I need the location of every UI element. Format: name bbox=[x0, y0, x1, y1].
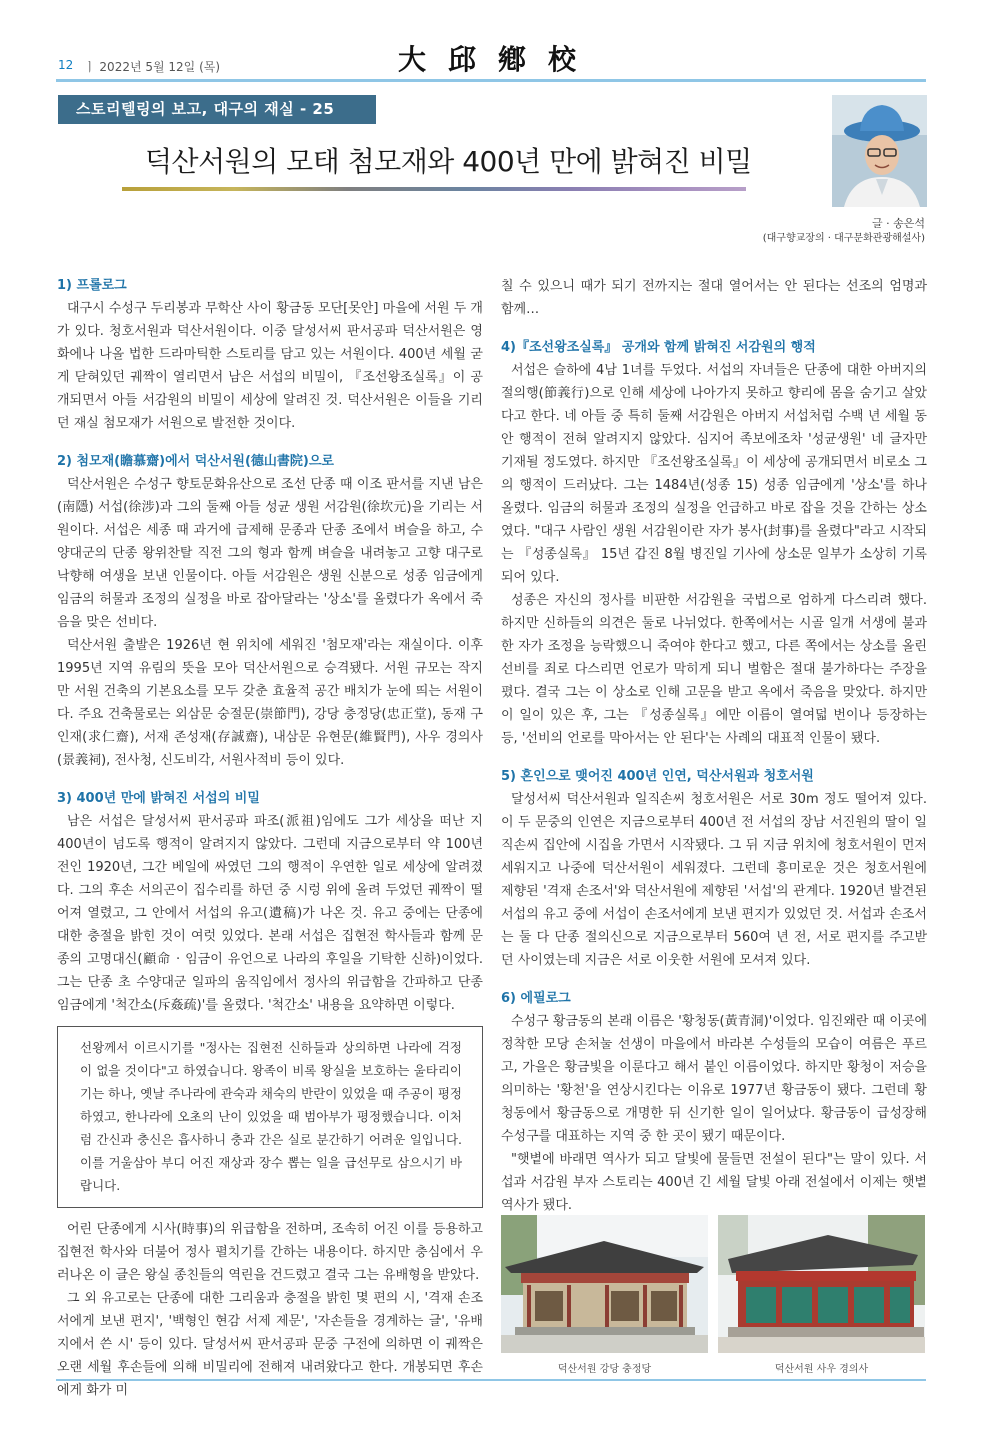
masthead: 大邱鄕校 bbox=[398, 43, 599, 76]
paragraph: "햇볕에 바래면 역사가 되고 달빛에 물들면 전설이 된다"는 말이 있다. 서섭과 서감원 부자 스토리는 400년 긴 세월 달빛 아래 전설에서 이제는 햇볕 역사가 됐다. bbox=[501, 1152, 927, 1213]
section-title-secret: 3) 400년 만에 밝혀진 서섭의 비밀 bbox=[57, 791, 260, 806]
quote-box: 선왕께서 이르시기를 "정사는 집현전 신하들과 상의하면 나라에 걱정이 없을 것이다"고 하였습니다. 왕족이 비록 왕실을 보호하는 울타리이기는 하나, 옛날 주나라에 관숙과 채숙의 반란이 있었을 때 주공이 평정하였고, 한나라에 오초의 난이 있었을 때 범아부가 평정했습니다. 이처럼 간신과 충신은 흡사하니 충과 간은 실로 분간하기 어려운 일입니다. 이를 거울삼아 부디 어진 재상과 장수 뽑는 일을 급선무로 삼으시기 바랍니다. bbox=[57, 1026, 483, 1208]
footer-rule bbox=[56, 1379, 926, 1381]
section-title-sillok: 4)『조선왕조실록』 공개와 함께 밝혀진 서감원의 행적 bbox=[501, 340, 816, 355]
shrine-illustration bbox=[718, 1215, 925, 1353]
series-banner: 스토리텔링의 보고, 대구의 재실 - 25 bbox=[58, 95, 376, 124]
article-title: 덕산서원의 모태 첨모재와 400년 만에 밝혀진 비밀 bbox=[145, 145, 752, 178]
header-rule bbox=[56, 79, 926, 82]
section-title-marriage: 5) 혼인으로 맺어진 400년 인연, 덕산서원과 청호서원 bbox=[501, 769, 814, 784]
author-portrait-illustration bbox=[832, 95, 927, 207]
paragraph: 대구시 수성구 두리봉과 무학산 사이 황금동 모단[못안] 마을에 서원 두 개가 있다. 청호서원과 덕산서원이다. 이중 달성서씨 판서공파 덕산서원은 영화에나 나올 법한 드라마틱한 스토리를 담고 있는 서원이다. 400년 세월 굳게 닫혀있던 궤짝이 열리면서 남은 서섭의 비밀이, 『조선왕조실록』이 공개되면서 아들 서감원의 비밀이 세상에 알려진 것. 덕산서원은 이들을 기리던 재실 첨모재가 서원으로 발전한 것이다. bbox=[57, 301, 483, 431]
title-rule bbox=[122, 187, 746, 191]
paragraph: 그 외 유고로는 단종에 대한 그리움과 충절을 밝힌 몇 편의 시, '격재 손조서에게 보낸 편지', '백형인 현감 서제 제문', '자손들을 경계하는 글', '유배지에서 쓴 시' 등이 있다. 달성서씨 판서공파 문중 구전에 의하면 이 궤짝은 오랜 세월 후손들에 의해 비밀리에 전해져 내려왔다고 한다. 개봉되면 후손에게 화가 미 bbox=[57, 1291, 483, 1398]
author-photo bbox=[832, 95, 927, 207]
paragraph-continued: 칠 수 있으니 때가 되기 전까지는 절대 열어서는 안 된다는 선조의 엄명과 함께… bbox=[501, 279, 927, 317]
paragraph: 성종은 자신의 정사를 비판한 서감원을 국법으로 엄하게 다스리려 했다. 하지만 신하들의 의견은 둘로 나뉘었다. 한쪽에서는 시골 일개 서생에 불과한 자가 조정을 능락했으니 죽여야 한다고 했고, 다른 쪽에서는 상소를 올린 선비를 죄로 다스리면 언로가 막히게 되니 벌함은 절대 불가하다는 주장을 폈다. 결국 그는 이 상소로 인해 고문을 받고 옥에서 죽음을 맞았다. 하지만 이 일이 있은 후, 그는 『성종실록』에만 이름이 열여덟 번이나 등장하는 등, '선비의 언로를 막아서는 안 된다'는 사례의 대표적 인물이 됐다. bbox=[501, 593, 927, 746]
section-title-cheommojae: 2) 첨모재(瞻慕齋)에서 덕산서원(德山書院)으로 bbox=[57, 454, 334, 469]
paragraph: 달성서씨 덕산서원과 일직손씨 청호서원은 서로 30m 정도 떨어져 있다. 이 두 문중의 인연은 지금으로부터 400년 전 서섭의 장남 서진원의 딸이 일직손씨 집안에 시집을 가면서 시작됐다. 그 뒤 지금 위치에 청호서원이 먼저 세워지고 나중에 덕산서원이 세워졌다. 그런데 흥미로운 것은 청호서원에 제향된 '격재 손조서'와 덕산서원에 제향된 '서섭'의 관계다. 1920년 발견된 서섭의 유고 중에 서섭이 손조서에게 보낸 편지가 있었던 것. 서섭과 손조서는 둘 다 단종 절의신으로 지금으로부터 560여 년 전, 서로 편지를 주고받던 사이였는데 지금은 서로 이웃한 서원에 모셔져 있다. bbox=[501, 792, 927, 968]
right-column bbox=[501, 275, 927, 1217]
lecture-hall-illustration bbox=[501, 1215, 708, 1353]
page-number: 12 bbox=[58, 58, 74, 72]
issue-date-text: 2022년 5월 12일 (목) bbox=[99, 60, 221, 74]
paragraph: 어린 단종에게 시사(時事)의 위급함을 전하며, 조속히 어진 이를 등용하고 집현전 학사와 더불어 정사 펼치기를 간하는 내용이다. 하지만 충심에서 우러나온 이 글은 왕실 종친들의 역린을 건드렸고 결국 그는 유배형을 받았다. bbox=[57, 1222, 483, 1283]
photo-caption: 덕산서원 사우 경의사 bbox=[774, 1364, 869, 1375]
author-affiliation: (대구향교장의 · 대구문화관광해설사) bbox=[762, 233, 925, 244]
paragraph: 덕산서원 출발은 1926년 현 위치에 세워진 '첨모재'라는 재실이다. 이후 1995년 지역 유림의 뜻을 모아 덕산서원으로 승격됐다. 서원 규모는 작지만 서원 건축의 기본요소를 모두 갖춘 효율적 공간 배치가 눈에 띄는 서원이다. 주요 건축물로는 외삼문 숭절문(崇節門), 강당 충정당(忠正堂), 동재 구인재(求仁齋), 서재 존성재(存誠齋), 내삼문 유현문(維賢門), 사우 경의사(景義祠), 전사청, 신도비각, 서원사적비 등이 있다. bbox=[57, 638, 483, 768]
section-title-epilogue: 6) 에필로그 bbox=[501, 991, 571, 1006]
issue-date: ㅣ 2022년 5월 12일 (목) bbox=[84, 60, 221, 74]
photo-caption: 덕산서원 강당 충정당 bbox=[557, 1364, 652, 1375]
left-column bbox=[57, 275, 483, 1402]
paragraph: 서섭은 슬하에 4남 1녀를 두었다. 서섭의 자녀들은 단종에 대한 아버지의 절의행(節義行)으로 인해 세상에 나아가지 못하고 향리에 몸을 숨기고 살았다고 한다. 네 아들 중 특히 둘째 서감원은 아버지 서섭처럼 수백 년 세월 동안 행적이 전혀 알려지지 않았다. 심지어 족보에조차 '성균생원' 네 글자만 기재될 정도였다. 하지만 『조선왕조실록』이 세상에 공개되면서 비로소 그의 행적이 드러났다. 그는 1484년(성종 15) 성종 임금에게 '상소'를 하나 올렸다. 임금의 허물과 조정의 실정을 언급하고 바로 잡을 것을 간하는 상소였다. "대구 사람인 생원 서감원이란 자가 봉사(封事)를 올렸다"라고 시작되는 『성종실록』 15년 갑진 8월 병진일 기사에 상소문 일부가 소상히 기록되어 있다. bbox=[501, 363, 927, 585]
section-title-prologue: 1) 프롤로그 bbox=[57, 278, 127, 293]
photo-chungjeongdang bbox=[501, 1215, 708, 1353]
author-byline: 글 · 송은석 bbox=[872, 217, 925, 230]
paragraph: 남은 서섭은 달성서씨 판서공파 파조(派祖)임에도 그가 세상을 떠난 지 400년이 넘도록 행적이 알려지지 않았다. 그런데 지금으로부터 약 100년 전인 1920년, 그간 베일에 싸였던 그의 행적이 우연한 일로 세상에 알려졌다. 그의 후손 서의곤이 집수리를 하던 중 시렁 위에 올려 두었던 궤짝이 떨어져 열렸고, 그 안에서 서섭의 유고(遺稿)가 나온 것. 유고 중에는 단종에 대한 충절을 밝힌 것이 여럿 있었다. 본래 서섭은 집현전 학사들과 함께 문종의 고명대신(顧命 · 임금이 유언으로 나라의 후일을 기탁한 신하)이었다. 그는 단종 초 수양대군 일파의 움직임에서 정사의 위급함을 간파하고 단종 임금에게 '척간소(斥姦疏)'를 올렸다. '척간소' 내용을 요약하면 이렇다. bbox=[57, 814, 483, 1013]
paragraph: 수성구 황금동의 본래 이름은 '황청동(黃青洞)'이었다. 임진왜란 때 이곳에 정착한 모당 손처눌 선생이 마을에서 바라본 수성들의 모습이 여름은 푸르고, 가을은 황금빛을 이룬다고 해서 붙인 이름이었다. 하지만 황청이 저승을 의미하는 '황천'을 연상시킨다는 이유로 1977년 황금동이 됐다. 그런데 황청동에서 황금동으로 개명한 뒤 신기한 일이 일어났다. 황금동이 급성장해 수성구를 대표하는 지역 중 한 곳이 됐기 때문이다. bbox=[501, 1014, 927, 1144]
photo-gyeonguisa bbox=[718, 1215, 925, 1353]
paragraph: 덕산서원은 수성구 향토문화유산으로 조선 단종 때 이조 판서를 지낸 남은(南隱) 서섭(徐涉)과 그의 둘째 아들 성균 생원 서감원(徐坎元)을 기리는 서원이다. 서섭은 세종 때 과거에 급제해 문종과 단종 조에서 벼슬을 하고, 수양대군의 단종 왕위찬탈 직전 그의 형과 함께 벼슬을 내려놓고 고향 대구로 낙향해 여생을 보낸 인물이다. 아들 서감원은 생원 신분으로 성종 임금에게 임금의 허물과 조정의 실정을 바로 잡아달라는 '상소'를 올렸다가 옥에서 죽음을 맞은 선비다. bbox=[57, 477, 483, 630]
